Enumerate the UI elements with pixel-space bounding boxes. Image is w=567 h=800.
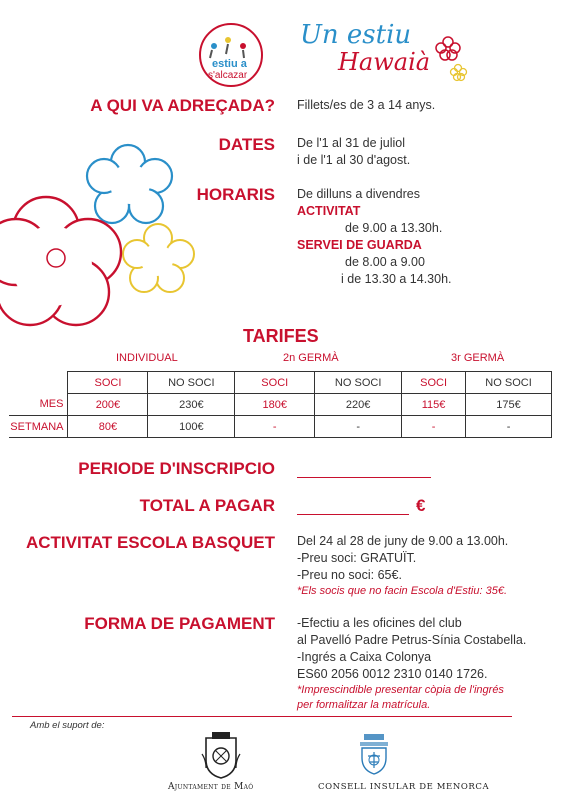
tarifes-title: TARIFES (243, 326, 319, 346)
table-cell: - (466, 416, 552, 438)
consell-emblem-icon (352, 730, 396, 778)
logo-un-estiu-hawaia (296, 14, 466, 84)
pagament-text (297, 615, 526, 713)
table-cell: 100€ (148, 416, 235, 438)
servei-time1: de 8.00 a 9.00 (345, 255, 425, 269)
footer-divider (12, 716, 512, 717)
group-3r-germa: 3r GERMÀ (451, 352, 505, 364)
table-cell: 200€ (68, 394, 148, 416)
ajuntament-text: Ajuntament de Maó (168, 782, 254, 792)
basquet-line3: -Preu no soci: 65€. (297, 568, 402, 582)
table-header-row (9, 372, 552, 394)
suport-text: Amb el suport de: (30, 720, 105, 731)
activitat-label: ACTIVITAT (297, 204, 361, 218)
col-soci: SOCI (235, 372, 315, 394)
horaris-label: HORARIS (196, 185, 275, 204)
pagament-note2: per formalitzar la matrícula. (297, 699, 431, 711)
tarifes-table (9, 371, 552, 438)
pagament-note1: *Imprescindible presentar còpia de l'ingrés (297, 684, 504, 696)
dates-label: DATES (218, 135, 275, 154)
activitat-time: de 9.00 a 13.30h. (345, 221, 443, 235)
row-label-mes: MES (9, 394, 68, 416)
pagament-line2: al Pavelló Padre Petrus-Sínia Costabella. (297, 633, 527, 647)
flowers-decoration-icon (0, 140, 210, 330)
logo-left-line2: s'alcazar (208, 70, 248, 81)
servei-time2: i de 13.30 a 14.30h. (341, 272, 452, 286)
table-cell: 220€ (315, 394, 402, 416)
horaris-text (297, 186, 452, 288)
group-individual: INDIVIDUAL (116, 352, 178, 364)
pagament-line3: -Ingrés a Caixa Colonya (297, 650, 432, 664)
table-cell: 230€ (148, 394, 235, 416)
table-cell: 80€ (68, 416, 148, 438)
qui-text: Fillets/es de 3 a 14 anys. (297, 98, 436, 112)
col-no-soci: NO SOCI (315, 372, 402, 394)
table-cell: - (315, 416, 402, 438)
pagament-line4: ES60 2056 0012 2310 0140 1726. (297, 667, 488, 681)
basquet-label: ACTIVITAT ESCOLA BASQUET (25, 533, 275, 552)
qui-label: A QUI VA ADREÇADA? (90, 96, 275, 115)
periode-field[interactable] (297, 477, 431, 478)
horaris-line1: De dilluns a divendres (297, 187, 420, 201)
dates-text (297, 135, 410, 169)
pagament-label: FORMA DE PAGAMENT (84, 614, 275, 633)
total-label: TOTAL A PAGAR (139, 496, 275, 515)
basquet-text (297, 533, 508, 599)
basquet-line2: -Preu soci: GRATUÏT. (297, 551, 417, 565)
logo-right-line2: Hawaià (338, 48, 431, 76)
group-2n-germa: 2n GERMÀ (283, 352, 339, 364)
consell-text: CONSELL INSULAR DE MENORCA (318, 782, 490, 792)
logo-estiu-a-salcazar (198, 22, 264, 88)
table-cell: 175€ (466, 394, 552, 416)
row-label-setmana: SETMANA (9, 416, 68, 438)
small-flowers-icon (428, 32, 468, 82)
pagament-line1: -Efectiu a les oficines del club (297, 616, 462, 630)
col-no-soci: NO SOCI (148, 372, 235, 394)
basquet-note: *Els socis que no facin Escola d'Estiu: 35€. (297, 585, 507, 597)
table-row (9, 394, 552, 416)
table-cell: - (235, 416, 315, 438)
table-cell: 115€ (402, 394, 466, 416)
col-soci: SOCI (68, 372, 148, 394)
ajuntament-shield-icon (200, 730, 242, 780)
table-cell: - (402, 416, 466, 438)
currency-symbol: € (416, 496, 426, 515)
table-row (9, 416, 552, 438)
logo-right-line1: Un estiu (300, 20, 412, 50)
col-no-soci: NO SOCI (466, 372, 552, 394)
total-field[interactable] (297, 514, 409, 515)
logo-left-line1: estiu a (212, 58, 247, 70)
servei-label: SERVEI DE GUARDA (297, 238, 422, 252)
basquet-line1: Del 24 al 28 de juny de 9.00 a 13.00h. (297, 534, 509, 548)
table-cell: 180€ (235, 394, 315, 416)
dates-line1: De l'1 al 31 de juliol (297, 136, 406, 150)
dates-line2: i de l'1 al 30 d'agost. (297, 153, 411, 167)
col-soci: SOCI (402, 372, 466, 394)
periode-label: PERIODE D'INSCRIPCIO (78, 459, 275, 478)
